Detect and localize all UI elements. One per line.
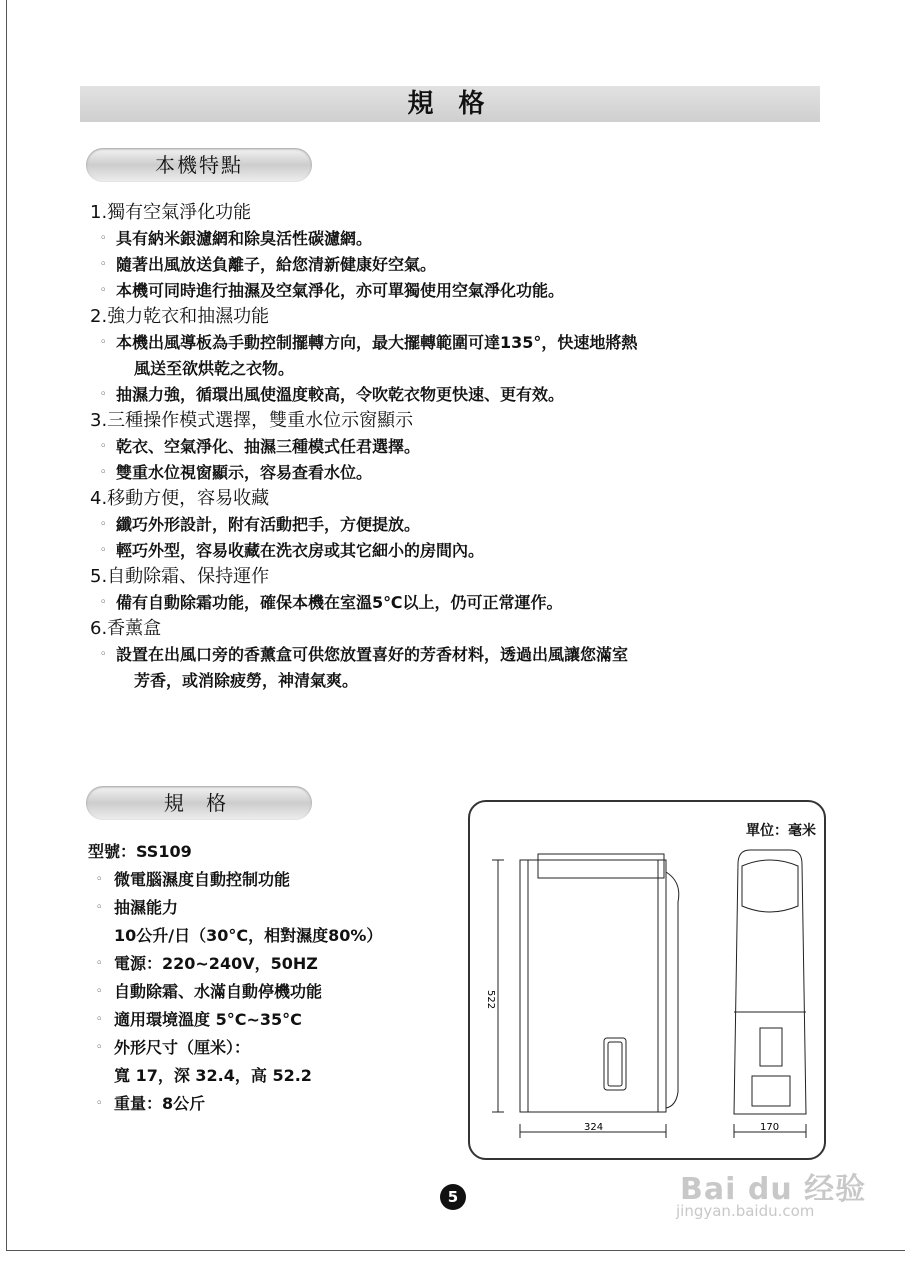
water-window [604, 1038, 626, 1090]
feature-heading: 6.香薰盒 [90, 618, 162, 639]
front-grille [742, 860, 798, 912]
bullet-icon: ◦ [100, 233, 107, 244]
specs-list [88, 838, 468, 1118]
bullet-icon: ◦ [96, 1098, 103, 1109]
bullet-icon: ◦ [100, 519, 107, 530]
spec-text: 電源：220~240V，50HZ [114, 954, 318, 973]
feature-heading: 3.三種操作模式選擇，雙重水位示窗顯示 [90, 410, 414, 431]
side-body [520, 860, 666, 1112]
features-heading: 本機特點 [86, 148, 312, 182]
feature-item [90, 642, 825, 694]
bullet-icon: ◦ [100, 467, 107, 478]
bullet-icon: ◦ [96, 874, 103, 885]
spec-text: 外形尺寸（厘米）： [114, 1038, 251, 1057]
feature-heading: 1.獨有空氣淨化功能 [90, 202, 252, 223]
side-view [492, 854, 679, 1138]
feature-text: 雙重水位視窗顯示，容易查看水位。 [116, 463, 373, 482]
feature-text: 設置在出風口旁的香薰盒可供您放置喜好的芳香材料，透過出風讓您滿室 [116, 645, 629, 664]
bullet-icon: ◦ [96, 958, 103, 969]
depth-dimension: 324 [584, 1122, 604, 1133]
feature-text: 本機可同時進行抽濕及空氣淨化，亦可單獨使用空氣淨化功能。 [116, 281, 565, 300]
feature-item [90, 590, 825, 616]
bullet-icon: ◦ [96, 986, 103, 997]
width-dimension: 170 [760, 1122, 780, 1133]
feature-text-cont: 芳香，或消除疲勞，神清氣爽。 [134, 671, 359, 690]
bullet-icon: ◦ [100, 441, 107, 452]
feature-item [90, 460, 825, 486]
spec-item [88, 950, 468, 978]
feature-text: 纖巧外形設計，附有活動把手，方便提放。 [116, 515, 421, 534]
page-edge-bottom [6, 1250, 905, 1251]
feature-text: 抽濕力強，循環出風使溫度較高，令吹乾衣物更快速、更有效。 [116, 385, 565, 404]
feature-text: 具有納米銀濾網和除臭活性碳濾網。 [116, 229, 373, 248]
feature-heading: 2.強力乾衣和抽濕功能 [90, 306, 270, 327]
feature-text-cont: 風送至欲烘乾之衣物。 [134, 359, 295, 378]
specs-heading: 規 格 [86, 786, 312, 820]
model-number: 型號：SS109 [88, 842, 192, 861]
feature-item [90, 538, 825, 564]
bullet-icon: ◦ [100, 649, 107, 660]
watermark-url: jingyan.baidu.com [676, 1202, 815, 1220]
bullet-icon: ◦ [96, 1042, 103, 1053]
dimension-drawing [470, 802, 824, 1158]
feature-text: 備有自動除霜功能，確保本機在室溫5℃以上，仍可正常運作。 [116, 593, 563, 612]
dimension-diagram [468, 800, 826, 1160]
bullet-icon: ◦ [96, 1014, 103, 1025]
feature-item [90, 278, 825, 304]
spec-item [88, 1034, 468, 1062]
spec-subtext: 10公升/日（30°C，相對濕度80%） [114, 926, 383, 945]
feature-item [90, 512, 825, 538]
spec-item [88, 978, 468, 1006]
feature-item [90, 252, 825, 278]
feature-item [90, 382, 825, 408]
feature-text: 隨著出風放送負離子，給您清新健康好空氣。 [116, 255, 437, 274]
front-base [752, 1076, 790, 1106]
feature-heading: 4.移動方便，容易收藏 [90, 488, 270, 509]
page-title: 規 格 [80, 86, 820, 122]
feature-item [90, 434, 825, 460]
bullet-icon: ◦ [100, 545, 107, 556]
spec-text: 重量：8公斤 [114, 1094, 206, 1113]
feature-item [90, 226, 825, 252]
feature-text: 本機出風導板為手動控制擺轉方向，最大擺轉範圍可達135°，快速地將熱 [116, 333, 638, 352]
watermark-brand: Bai du 经验 [680, 1172, 867, 1207]
front-view [734, 850, 806, 1138]
height-dimension: 522 [485, 990, 496, 1010]
spec-item [88, 1006, 468, 1034]
spec-item [88, 866, 468, 894]
bullet-icon: ◦ [96, 902, 103, 913]
bullet-icon: ◦ [100, 389, 107, 400]
bullet-icon: ◦ [100, 285, 107, 296]
page-edge-left [6, 0, 7, 1250]
feature-text: 輕巧外型，容易收藏在洗衣房或其它細小的房間內。 [116, 541, 485, 560]
spec-item [88, 1090, 468, 1118]
spec-subtext: 寬 17，深 32.4，高 52.2 [114, 1066, 312, 1085]
spec-text: 自動除霜、水滿自動停機功能 [114, 982, 323, 1001]
bullet-icon: ◦ [100, 597, 107, 608]
bullet-icon: ◦ [100, 337, 107, 348]
spec-text: 抽濕能力 [114, 898, 179, 917]
page-number: 5 [440, 1184, 466, 1210]
unit-label: 單位：毫米 [746, 823, 816, 839]
side-top [538, 854, 664, 878]
watermark [660, 1150, 880, 1230]
feature-text: 乾衣、空氣淨化、抽濕三種模式任君選擇。 [116, 437, 421, 456]
feature-item [90, 330, 825, 382]
spec-text: 微電腦濕度自動控制功能 [114, 870, 291, 889]
features-list [90, 200, 825, 694]
feature-heading: 5.自動除霜、保持運作 [90, 566, 270, 587]
spec-text: 適用環境溫度 5°C~35°C [114, 1010, 302, 1029]
front-window [760, 1028, 782, 1066]
bullet-icon: ◦ [100, 259, 107, 270]
front-body [734, 850, 806, 1114]
spec-item [88, 894, 468, 922]
